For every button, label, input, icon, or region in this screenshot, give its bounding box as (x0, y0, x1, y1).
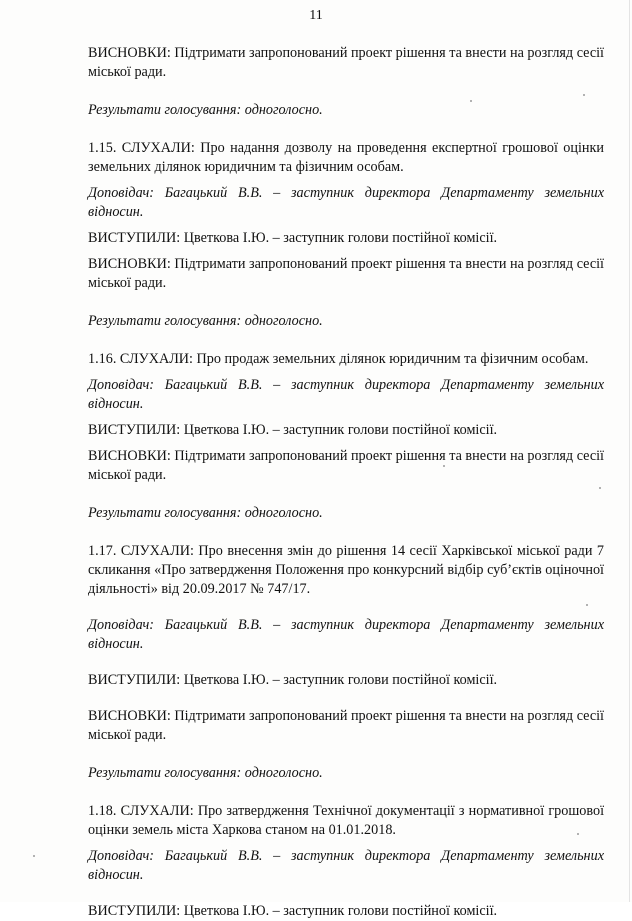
page-number: 11 (309, 8, 323, 23)
heard-paragraph-1-16 (88, 350, 604, 369)
heard-paragraph-1-15 (88, 139, 604, 177)
speaker-paragraph: Доповідач: Багацький В.В. – заступник директора Департаменту земельних відносин. (88, 377, 604, 412)
heard-text: Про затвердження Технічної документації з нормативної грошової оцінки земель міста Харкова станом на 01.01.2018. (88, 803, 605, 838)
scan-speck (33, 855, 35, 857)
vote-result: Результати голосування: одноголосно. (88, 102, 323, 118)
conclusions-text: Підтримати запропонований проект рішення та внести на розгляд сесії міської ради. (88, 448, 605, 483)
speaker-paragraph: Доповідач: Багацький В.В. – заступник директора Департаменту земельних відносин. (88, 617, 604, 652)
scan-speck (583, 94, 585, 96)
heard-text: Про внесення змін до рішення 14 сесії Харківської міської ради 7 скликання «Про затвердження Положення про конкурсний відбір суб’єктів оціночної діяльності» від 20.09.2017 № 747/17. (88, 543, 605, 597)
item-number: 1.16. (88, 351, 117, 367)
spoke-text: Цветкова І.Ю. – заступник голови постійної комісії. (183, 672, 498, 688)
heard-paragraph-1-17 (88, 542, 604, 599)
conclusions-text: Підтримати запропонований проект рішення та внести на розгляд сесії міської ради. (88, 45, 605, 80)
item-number: 1.18. (88, 803, 117, 819)
heard-label: СЛУХАЛИ: (119, 351, 193, 367)
scan-edge (629, 0, 630, 902)
spoke-paragraph (88, 421, 604, 440)
conclusions-paragraph (88, 255, 604, 293)
conclusions-paragraph (88, 707, 604, 745)
spoke-text: Цветкова І.Ю. – заступник голови постійної комісії. (183, 230, 498, 246)
conclusions-text: Підтримати запропонований проект рішення та внести на розгляд сесії міської ради. (88, 708, 605, 743)
spoke-label: ВИСТУПИЛИ: (88, 422, 181, 438)
heard-label: СЛУХАЛИ: (121, 140, 195, 156)
scan-speck (599, 487, 601, 489)
spoke-paragraph (88, 671, 604, 690)
conclusions-label: ВИСНОВКИ: (88, 708, 171, 724)
spoke-paragraph (88, 902, 604, 921)
conclusions-label: ВИСНОВКИ: (88, 256, 171, 272)
conclusions-label: ВИСНОВКИ: (88, 45, 171, 61)
speaker-paragraph: Доповідач: Багацький В.В. – заступник директора Департаменту земельних відносин. (88, 185, 604, 220)
scan-speck (577, 833, 579, 835)
heard-paragraph-1-18 (88, 802, 604, 840)
minutes-content (88, 44, 604, 921)
vote-result: Результати голосування: одноголосно. (88, 765, 323, 781)
heard-text: Про продаж земельних ділянок юридичним та фізичним особам. (196, 351, 589, 367)
conclusions-label: ВИСНОВКИ: (88, 448, 171, 464)
item-number: 1.17. (88, 543, 117, 559)
spoke-label: ВИСТУПИЛИ: (88, 230, 181, 246)
spoke-label: ВИСТУПИЛИ: (88, 903, 181, 919)
conclusions-paragraph (88, 44, 604, 82)
heard-label: СЛУХАЛИ: (120, 803, 194, 819)
spoke-text: Цветкова І.Ю. – заступник голови постійної комісії. (183, 903, 498, 919)
spoke-text: Цветкова І.Ю. – заступник голови постійної комісії. (183, 422, 498, 438)
speaker-paragraph: Доповідач: Багацький В.В. – заступник директора Департаменту земельних відносин. (88, 848, 604, 883)
conclusions-text: Підтримати запропонований проект рішення та внести на розгляд сесії міської ради. (88, 256, 605, 291)
vote-result: Результати голосування: одноголосно. (88, 505, 323, 521)
scan-speck (443, 465, 445, 467)
heard-label: СЛУХАЛИ: (120, 543, 194, 559)
item-number: 1.15. (88, 140, 117, 156)
scan-speck (586, 604, 588, 606)
scan-speck (470, 100, 472, 102)
conclusions-paragraph (88, 447, 604, 485)
heard-text: Про надання дозволу на проведення експертної грошової оцінки земельних ділянок юридичним та фізичним особам. (88, 140, 604, 175)
vote-result: Результати голосування: одноголосно. (88, 313, 323, 329)
spoke-paragraph (88, 229, 604, 248)
spoke-label: ВИСТУПИЛИ: (88, 672, 181, 688)
